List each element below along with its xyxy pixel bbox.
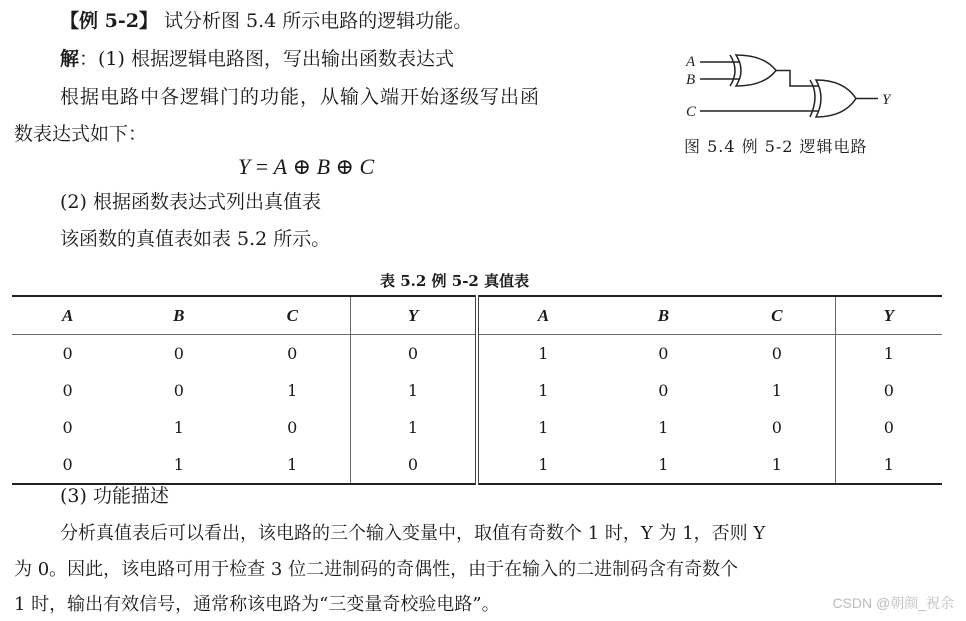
cell: 1 — [173, 455, 184, 474]
example-question: 试分析图 5.4 所示电路的逻辑功能。 — [164, 10, 473, 32]
cell: 0 — [883, 418, 894, 437]
step2-heading: (2) 根据函数表达式列出真值表 — [60, 191, 321, 213]
solution-label: 解 — [60, 48, 80, 70]
cell: 1 — [719, 446, 835, 484]
table-row — [12, 335, 942, 373]
cell: 0 — [62, 418, 73, 437]
cell: 0 — [719, 335, 835, 373]
cell: 0 — [234, 409, 350, 446]
col-c-left: C — [234, 296, 350, 335]
table-row — [12, 372, 942, 409]
formula-eq: = — [255, 154, 269, 179]
col-c-right: C — [719, 296, 835, 335]
cell: 0 — [234, 335, 350, 373]
cell: 1 — [351, 372, 477, 409]
watermark: CSDN @朝颜_祝余 — [832, 595, 954, 611]
cell: 0 — [62, 344, 73, 363]
cell: 0 — [719, 409, 835, 446]
col-a-right: A — [477, 296, 608, 335]
step3-heading: (3) 功能描述 — [60, 485, 169, 507]
truth-table-header — [12, 296, 942, 335]
cell: 1 — [538, 344, 549, 363]
xor1-input-curve — [730, 55, 735, 86]
cell: 1 — [234, 446, 350, 484]
para1b: 数表达式如下： — [14, 123, 148, 145]
example-label: 【例 5-2】 — [60, 10, 158, 32]
table-caption: 表 5.2 例 5-2 真值表 — [380, 272, 530, 290]
para3b: 为 0。因此，该电路可用于检查 3 位二进制码的奇偶性，由于在输入的二进制码含有奇数个 — [14, 559, 739, 580]
col-b-right: B — [608, 296, 719, 335]
col-y-right: Y — [835, 296, 942, 335]
solution-step1 — [60, 46, 454, 72]
formula-c: C — [359, 154, 375, 179]
step1-text: ：(1) 根据逻辑电路图，写出输出函数表达式 — [79, 48, 454, 70]
cell: 0 — [62, 455, 73, 474]
cell: 0 — [883, 381, 894, 400]
cell: 1 — [883, 455, 894, 474]
formula-op1: ⊕ — [292, 154, 312, 179]
cell: 0 — [351, 446, 477, 484]
truth-table — [12, 295, 942, 485]
cell: 0 — [658, 344, 669, 363]
formula-b: B — [316, 154, 331, 179]
cell: 1 — [538, 381, 549, 400]
figure-caption: 图 5.4 例 5-2 逻辑电路 — [684, 137, 868, 156]
cell: 0 — [173, 344, 184, 363]
cell: 1 — [719, 372, 835, 409]
formula-op2: ⊕ — [335, 154, 354, 179]
cell: 1 — [658, 455, 669, 474]
cell: 0 — [658, 381, 669, 400]
table-row — [12, 409, 942, 446]
col-a-left: A — [12, 296, 123, 335]
cell: 1 — [883, 344, 894, 363]
label-a: A — [686, 54, 696, 70]
xor-gate-2-icon — [816, 80, 856, 117]
para2: 该函数的真值表如表 5.2 所示。 — [60, 228, 331, 250]
cell: 1 — [658, 418, 669, 437]
cell: 0 — [62, 381, 73, 400]
xor-gate-1-icon — [736, 55, 776, 86]
para1a: 根据电路中各逻辑门的功能，从输入端开始逐级写出函 — [60, 86, 541, 108]
formula — [238, 154, 374, 180]
logic-circuit-diagram — [682, 48, 912, 128]
formula-lhs: Y — [238, 154, 251, 179]
example-heading — [60, 8, 472, 34]
cell: 1 — [234, 372, 350, 409]
label-y: Y — [882, 92, 891, 108]
cell: 1 — [538, 455, 549, 474]
cell: 1 — [538, 418, 549, 437]
col-y-left: Y — [351, 296, 477, 335]
para3c: 1 时，输出有效信号，通常称该电路为“三变量奇校验电路”。 — [14, 594, 500, 615]
formula-a: A — [273, 154, 288, 179]
cell: 0 — [173, 381, 184, 400]
para3a: 分析真值表后可以看出，该电路的三个输入变量中，取值有奇数个 1 时，Y 为 1，否则 Y — [60, 523, 766, 544]
cell: 0 — [351, 335, 477, 373]
cell: 1 — [351, 409, 477, 446]
cell: 1 — [173, 418, 184, 437]
table-row — [12, 446, 942, 484]
col-b-left: B — [123, 296, 234, 335]
label-b: B — [686, 72, 696, 88]
label-c: C — [686, 104, 697, 120]
